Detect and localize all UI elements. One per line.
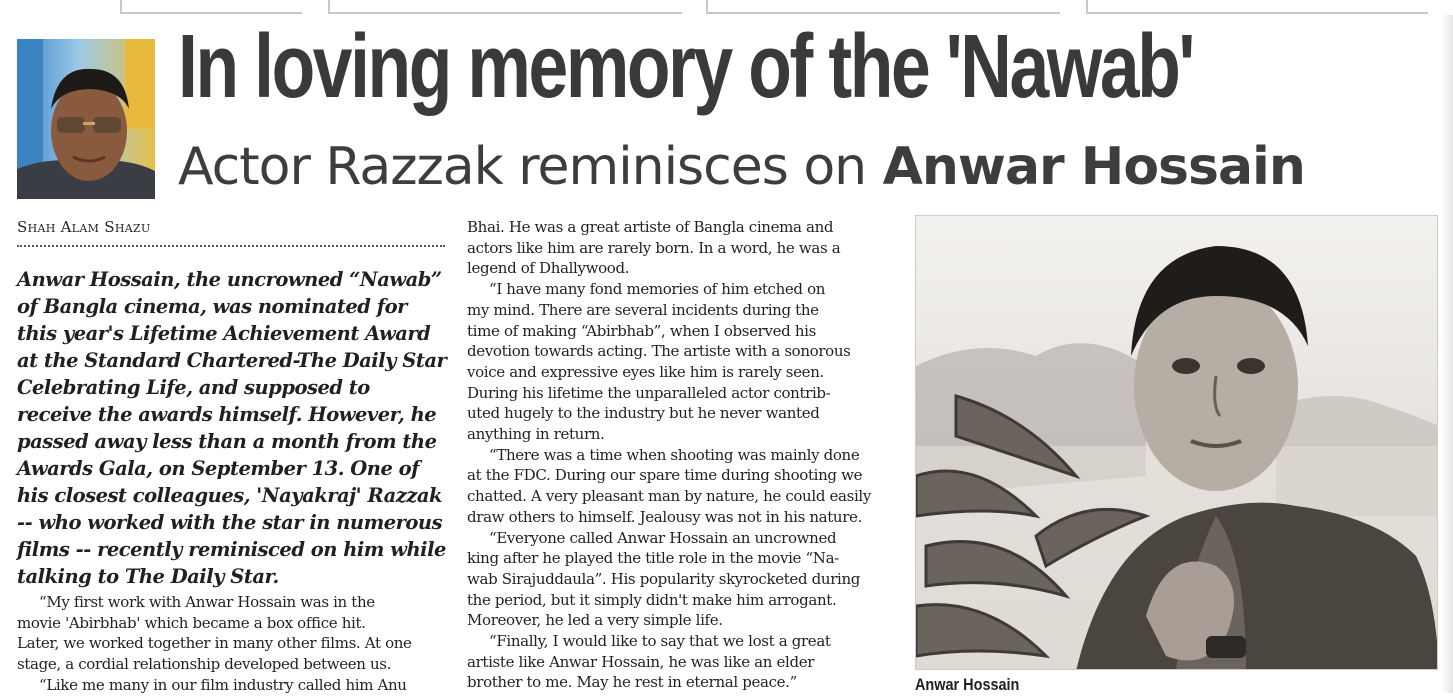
article-subhead <box>178 137 1305 197</box>
dotted-divider <box>17 245 445 247</box>
body-line: Moreover, he led a very simple life. <box>467 611 723 630</box>
subhead-lead: Actor Razzak reminisces on <box>178 137 867 197</box>
body-column-1 <box>17 592 457 696</box>
article-intro: Anwar Hossain, the uncrowned “Nawab” of Bangla cinema, was nominated for this year's Lifetime Achievement Award at the Standard Chartered-The Daily Star Celebrating Life, and supposed to receive the awards himself. However, he passed away less than a month from the Awards Gala, on September 13. One of his closest colleagues, 'Nayakraj' Razzak -- who worked with the star in numerous films -- recently reminisced on him while talking to The Daily Star. <box>17 268 447 588</box>
body-line: uted hugely to the industry but he never wanted <box>467 404 820 423</box>
photo-caption: Anwar Hossain <box>915 675 1020 694</box>
body-line: my mind. There are several incidents during the <box>467 300 819 319</box>
subhead-name: Anwar Hossain <box>882 137 1305 197</box>
body-line: “Everyone called Anwar Hossain an uncrowned <box>489 528 837 547</box>
body-line: movie 'Abirbhab' which became a box office hit. <box>17 613 366 632</box>
body-line: wab Sirajuddaula”. His popularity skyrocketed during <box>467 569 861 588</box>
body-line: During his lifetime the unparalleled actor contrib- <box>467 383 831 402</box>
razzak-portrait-photo <box>17 39 155 199</box>
body-line: the period, but it simply didn't make him arrogant. <box>467 590 837 609</box>
body-line: “Finally, I would like to say that we lost a great <box>489 632 831 651</box>
body-line: “I have many fond memories of him etched on <box>489 280 826 299</box>
previous-section-strip <box>0 0 1453 14</box>
strip-frame <box>120 0 302 14</box>
body-line: king after he played the title role in the movie “Na- <box>467 549 839 568</box>
body-line: “There was a time when shooting was mainly done <box>489 445 860 464</box>
body-line: actors like him are rarely born. In a word, he was a <box>467 238 841 257</box>
body-line: stage, a cordial relationship developed between us. <box>17 655 392 674</box>
strip-frame <box>706 0 1060 14</box>
body-line: time of making “Abirbhab”, when I observed his <box>467 321 816 340</box>
body-line: anything in return. <box>467 425 605 444</box>
body-line: Later, we worked together in many other films. At one <box>17 634 412 653</box>
body-line: at the FDC. During our spare time during shooting we <box>467 466 863 485</box>
body-line: Bhai. He was a great artiste of Bangla cinema and <box>467 218 834 236</box>
body-line: legend of Dhallywood. <box>467 259 630 278</box>
strip-frame <box>328 0 682 14</box>
article-headline: In loving memory of the 'Nawab' <box>178 17 1194 117</box>
body-line: “My first work with Anwar Hossain was in the <box>39 593 375 611</box>
body-line: chatted. A very pleasant man by nature, he could easily <box>467 487 871 506</box>
body-column-2 <box>467 217 907 693</box>
body-line: devotion towards acting. The artiste with a sonorous <box>467 342 851 361</box>
page-edge-shadow <box>1441 15 1453 693</box>
body-line: brother to me. May he rest in eternal peace.” <box>467 673 797 692</box>
body-line: draw others to himself. Jealousy was not in his nature. <box>467 507 862 526</box>
strip-frame <box>1086 0 1428 14</box>
body-line: “Like me many in our film industry called him Anu <box>39 675 407 694</box>
body-line: voice and expressive eyes like him is rarely seen. <box>467 362 824 381</box>
anwar-hossain-photo <box>915 215 1438 670</box>
author-byline: Shah Alam Shazu <box>17 218 151 236</box>
body-line: artiste like Anwar Hossain, he was like an elder <box>467 652 815 671</box>
